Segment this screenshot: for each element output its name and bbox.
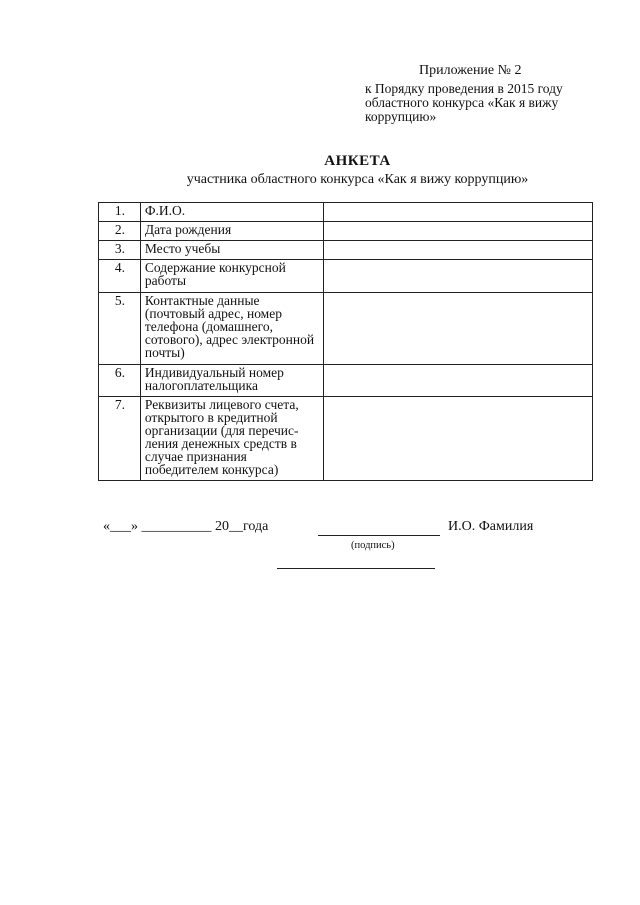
document-subtitle: участника областного конкурса «Как я вижу коррупцию» [186, 172, 529, 187]
row-value-field[interactable] [324, 293, 593, 365]
table-row [99, 260, 593, 293]
table-row [99, 397, 593, 481]
row-number: 2. [99, 222, 141, 241]
table-row [99, 203, 593, 222]
questionnaire-table [98, 202, 593, 481]
row-number: 7. [99, 397, 141, 481]
row-number: 3. [99, 241, 141, 260]
signature-line [318, 535, 440, 536]
row-number: 1. [99, 203, 141, 222]
date-line: «___» __________ 20__года [103, 519, 269, 534]
appendix-line: к Порядку проведения в 2015 году [365, 81, 563, 96]
appendix-line: областного конкурса «Как я вижу [365, 95, 559, 110]
appendix-reference [365, 82, 605, 124]
row-value-field[interactable] [324, 365, 593, 397]
signature-caption: (подпись) [351, 540, 395, 551]
appendix-title: Приложение № 2 [419, 63, 522, 78]
row-value-field[interactable] [324, 241, 593, 260]
table-row [99, 293, 593, 365]
bottom-divider-line [277, 568, 435, 569]
document-title: АНКЕТА [324, 153, 391, 169]
appendix-line: коррупцию» [365, 109, 437, 124]
row-label: Контактные данные (почтовый адрес, номер телефона (домашнего, сотового), адрес электронной почты) [140, 293, 324, 365]
row-number: 6. [99, 365, 141, 397]
row-label: Дата рождения [140, 222, 324, 241]
row-number: 4. [99, 260, 141, 293]
row-label: Место учебы [140, 241, 324, 260]
table-row [99, 365, 593, 397]
row-label: Ф.И.О. [140, 203, 324, 222]
signer-name: И.О. Фамилия [448, 519, 534, 534]
row-value-field[interactable] [324, 203, 593, 222]
table-row [99, 241, 593, 260]
table-row [99, 222, 593, 241]
row-value-field[interactable] [324, 260, 593, 293]
row-value-field[interactable] [324, 222, 593, 241]
row-label: Реквизиты лицевого счета, открытого в кредитной организации (для перечис-ления денежных средств в случае признания победителем конкурса) [140, 397, 324, 481]
row-number: 5. [99, 293, 141, 365]
row-label: Содержание конкурсной работы [140, 260, 324, 293]
row-label: Индивидуальный номер налогоплательщика [140, 365, 324, 397]
row-value-field[interactable] [324, 397, 593, 481]
